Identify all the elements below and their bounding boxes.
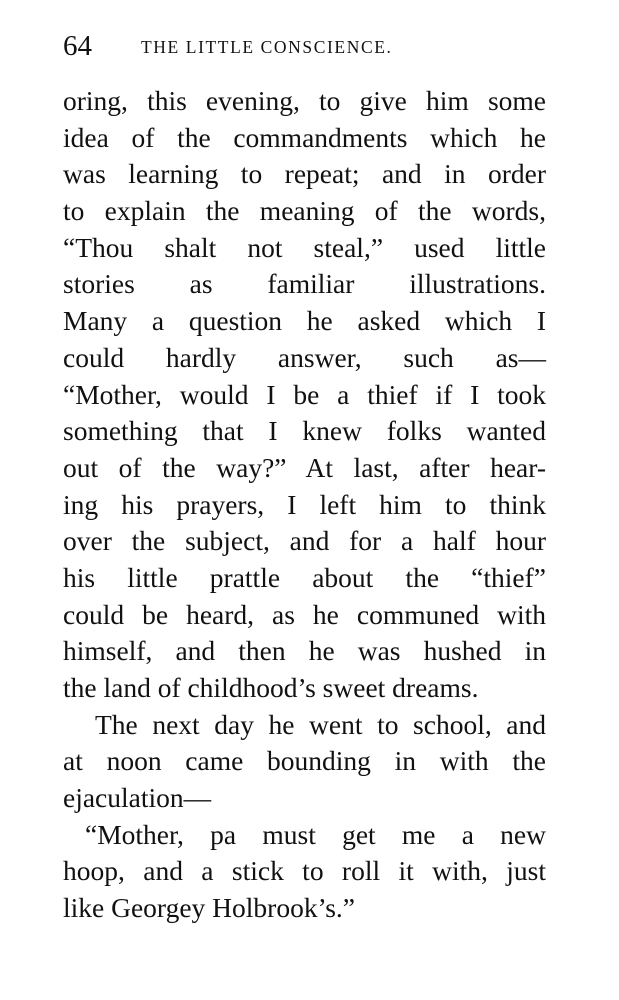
text-line: over the subject, and for a half hour: [63, 525, 546, 557]
text-line: to explain the meaning of the words,: [63, 195, 546, 227]
page-number: 64: [63, 30, 92, 62]
paragraph-end-line: ejaculation—: [63, 782, 212, 814]
text-line: oring, this evening, to give him some: [63, 85, 546, 116]
paragraph-start-line: “Mother, pa must get me a new: [85, 818, 546, 850]
text-line: something that I knew folks wanted: [63, 415, 546, 447]
body-text: [63, 83, 546, 927]
text-line: himself, and then he was hushed in: [63, 635, 546, 667]
running-title: THE LITTLE CONSCIENCE.: [141, 37, 393, 57]
text-line: at noon came bounding in with the: [63, 745, 546, 777]
text-line: could hardly answer, such as—: [63, 341, 546, 373]
running-head: [63, 28, 551, 64]
text-line: stories as familiar illustrations.: [63, 268, 546, 300]
paragraph-end-line: like Georgey Holbrook’s.”: [63, 892, 355, 924]
text-line: could be heard, as he communed with: [63, 598, 546, 630]
text-line: idea of the commandments which he: [63, 121, 546, 153]
text-line: out of the way?” At last, after hear-: [63, 451, 546, 483]
paragraph-end-line: the land of childhood’s sweet dreams.: [63, 672, 479, 703]
text-line: hoop, and a stick to roll it with, just: [63, 855, 546, 887]
text-line: ing his prayers, I left him to think: [63, 488, 546, 520]
paragraph-start-line: The next day he went to school, and: [95, 708, 546, 740]
text-line: his little prattle about the “thief”: [63, 561, 546, 593]
text-line: “Mother, would I be a thief if I took: [63, 378, 546, 410]
text-line: Many a question he asked which I: [63, 305, 546, 337]
text-line: was learning to repeat; and in order: [63, 158, 546, 190]
text-line: “Thou shalt not steal,” used little: [63, 231, 546, 263]
